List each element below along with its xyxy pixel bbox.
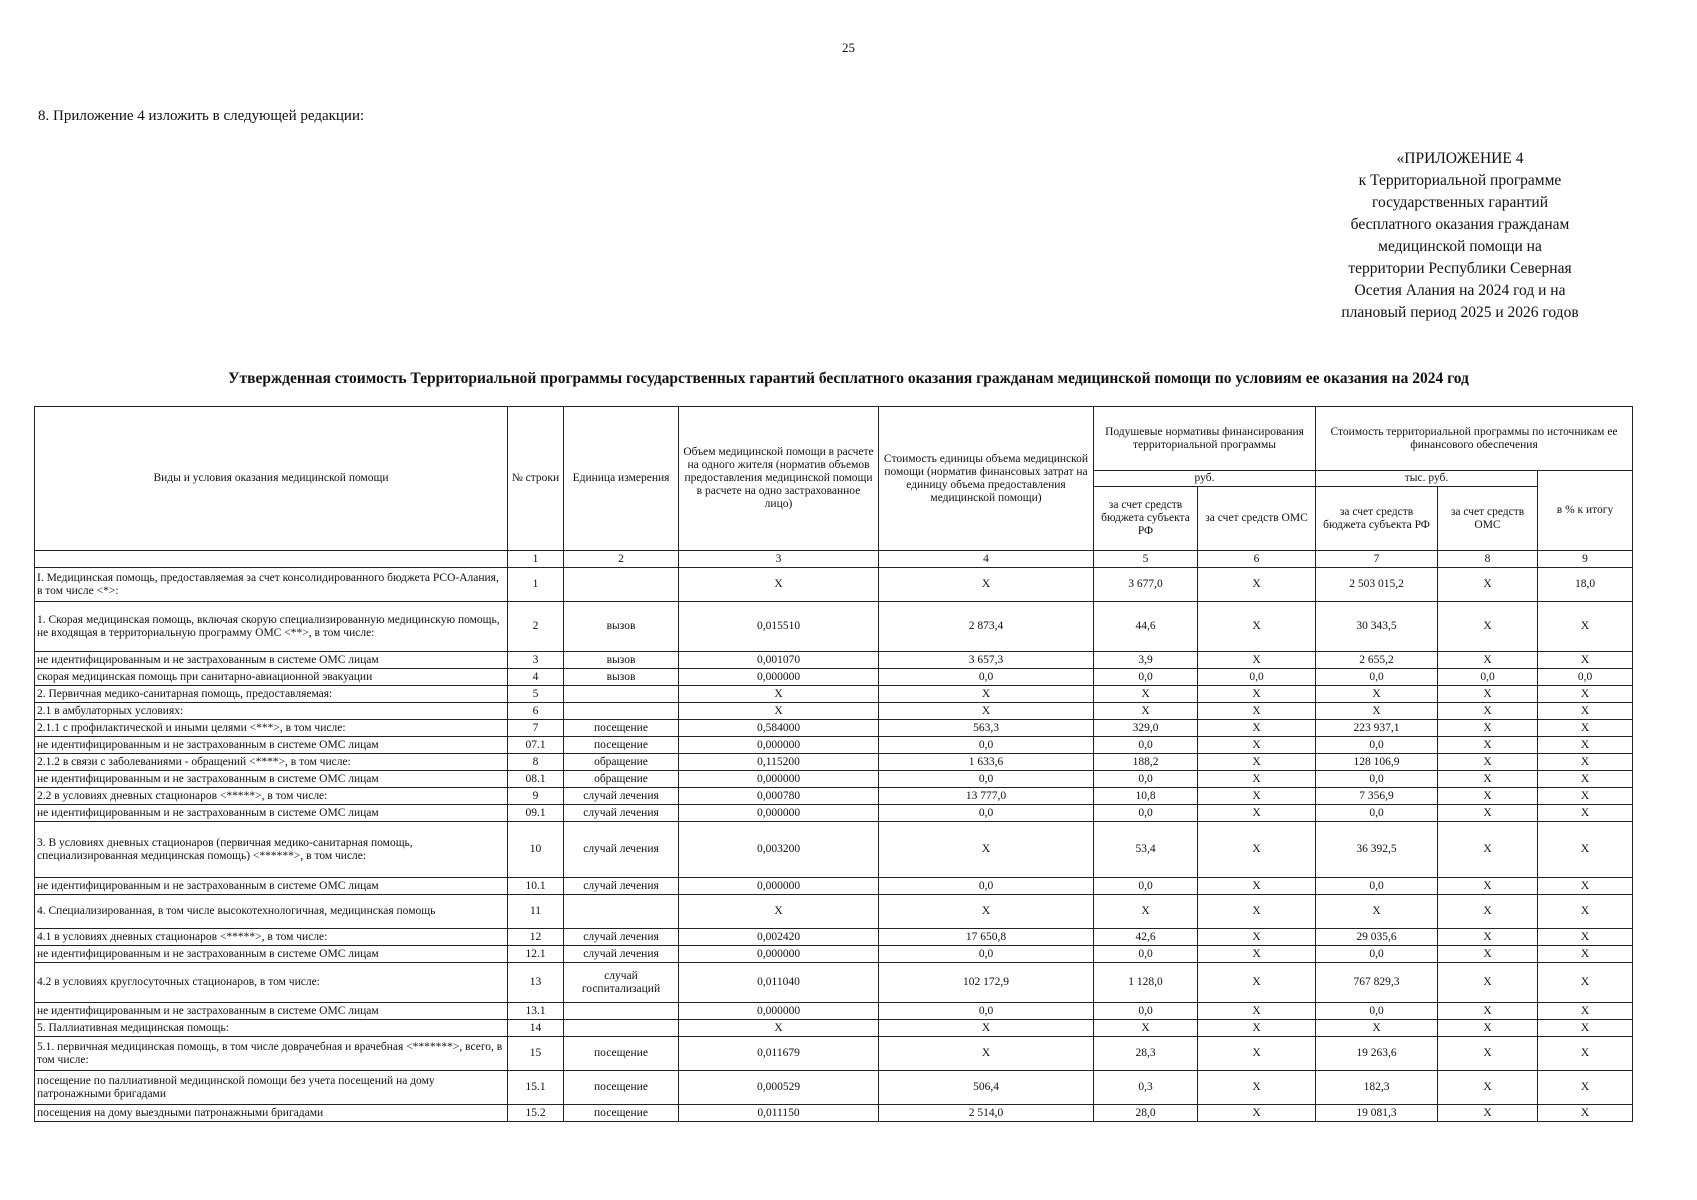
header-row-number: № строки — [508, 407, 564, 551]
row-unit-cost: 102 172,9 — [879, 963, 1094, 1003]
appendix-line: к Территориальной программе — [1358, 172, 1562, 189]
row-percent: X — [1538, 946, 1633, 963]
table-row — [35, 703, 1633, 720]
row-oms-program: X — [1438, 602, 1538, 652]
row-unit-cost: X — [879, 568, 1094, 602]
row-budget-rf: X — [1094, 895, 1198, 929]
row-name: посещения на дому выездными патронажными бригадами — [35, 1105, 508, 1122]
row-oms: X — [1198, 771, 1316, 788]
row-budget-rf: 0,0 — [1094, 771, 1198, 788]
row-unit: посещение — [564, 1037, 679, 1071]
row-unit: вызов — [564, 652, 679, 669]
appendix-line: «ПРИЛОЖЕНИЕ 4 — [1396, 150, 1524, 167]
row-volume: 0,000529 — [679, 1071, 879, 1105]
row-number: 10.1 — [508, 878, 564, 895]
table-row — [35, 1105, 1633, 1122]
page-number: 25 — [842, 40, 855, 55]
row-name: 2.2 в условиях дневных стационаров <*****>, в том числе: — [35, 788, 508, 805]
table-row — [35, 878, 1633, 895]
row-unit-cost: 0,0 — [879, 805, 1094, 822]
table-row — [35, 822, 1633, 878]
row-unit — [564, 703, 679, 720]
row-name: не идентифицированным и не застрахованным в системе ОМС лицам — [35, 771, 508, 788]
header-unit-rub: руб. — [1094, 471, 1316, 487]
intro-text: 8. Приложение 4 изложить в следующей редакции: — [38, 108, 365, 124]
row-percent: X — [1538, 1020, 1633, 1037]
column-number: 8 — [1438, 551, 1538, 568]
row-name: 2. Первичная медико-санитарная помощь, предоставляемая: — [35, 686, 508, 703]
table-row — [35, 737, 1633, 754]
row-budget-rf: 0,0 — [1094, 878, 1198, 895]
row-number: 7 — [508, 720, 564, 737]
row-percent: X — [1538, 771, 1633, 788]
table-row — [35, 602, 1633, 652]
header-program-cost: Стоимость территориальной программы по источникам ее финансового обеспечения — [1316, 407, 1633, 471]
row-name: 2.1.2 в связи с заболеваниями - обращений <****>, в том числе: — [35, 754, 508, 771]
row-oms: X — [1198, 1003, 1316, 1020]
row-unit: случай лечения — [564, 929, 679, 946]
row-unit: случай лечения — [564, 788, 679, 805]
row-oms-program: X — [1438, 946, 1538, 963]
table-row — [35, 929, 1633, 946]
row-percent: X — [1538, 686, 1633, 703]
row-budget-rf-program: 128 106,9 — [1316, 754, 1438, 771]
row-budget-rf-program: 0,0 — [1316, 805, 1438, 822]
row-oms-program: X — [1438, 822, 1538, 878]
row-unit-cost: X — [879, 895, 1094, 929]
row-percent: X — [1538, 737, 1633, 754]
row-unit: случай госпитализаций — [564, 963, 679, 1003]
row-unit-cost: X — [879, 686, 1094, 703]
table-row — [35, 568, 1633, 602]
row-unit: посещение — [564, 720, 679, 737]
row-percent: X — [1538, 822, 1633, 878]
row-number: 3 — [508, 652, 564, 669]
table-row — [35, 895, 1633, 929]
row-oms-program: X — [1438, 652, 1538, 669]
row-unit-cost: 0,0 — [879, 771, 1094, 788]
row-percent: X — [1538, 1037, 1633, 1071]
row-budget-rf-program: 0,0 — [1316, 878, 1438, 895]
appendix-line: государственных гарантий — [1372, 194, 1548, 211]
row-unit-cost: 13 777,0 — [879, 788, 1094, 805]
row-volume: 0,584000 — [679, 720, 879, 737]
row-percent: X — [1538, 878, 1633, 895]
row-name: скорая медицинская помощь при санитарно-авиационной эвакуации — [35, 669, 508, 686]
row-oms-program: X — [1438, 1020, 1538, 1037]
row-percent: X — [1538, 929, 1633, 946]
column-number-row — [35, 551, 1633, 568]
row-oms-program: X — [1438, 1071, 1538, 1105]
row-number: 15.2 — [508, 1105, 564, 1122]
column-number: 4 — [879, 551, 1094, 568]
row-volume: 0,000780 — [679, 788, 879, 805]
row-number: 2 — [508, 602, 564, 652]
row-oms: X — [1198, 737, 1316, 754]
row-unit-cost: 2 514,0 — [879, 1105, 1094, 1122]
row-number: 15.1 — [508, 1071, 564, 1105]
row-number: 1 — [508, 568, 564, 602]
row-budget-rf-program: 2 655,2 — [1316, 652, 1438, 669]
row-volume: 0,001070 — [679, 652, 879, 669]
row-unit: вызов — [564, 669, 679, 686]
row-oms: X — [1198, 788, 1316, 805]
row-volume: X — [679, 1020, 879, 1037]
row-unit-cost: 0,0 — [879, 878, 1094, 895]
row-number: 10 — [508, 822, 564, 878]
column-number: 2 — [564, 551, 679, 568]
row-unit: обращение — [564, 771, 679, 788]
row-budget-rf: 3 677,0 — [1094, 568, 1198, 602]
row-percent: X — [1538, 652, 1633, 669]
row-unit: случай лечения — [564, 878, 679, 895]
row-name: 4.2 в условиях круглосуточных стационаров, в том числе: — [35, 963, 508, 1003]
row-budget-rf-program: X — [1316, 686, 1438, 703]
table-row — [35, 720, 1633, 737]
header-budget-rf: за счет средств бюджета субъекта РФ — [1094, 487, 1198, 551]
row-unit: обращение — [564, 754, 679, 771]
table-row — [35, 669, 1633, 686]
row-oms: X — [1198, 1037, 1316, 1071]
cost-table — [34, 406, 1633, 1122]
row-budget-rf-program: 182,3 — [1316, 1071, 1438, 1105]
table-row — [35, 805, 1633, 822]
row-volume: 0,011679 — [679, 1037, 879, 1071]
row-budget-rf-program: 0,0 — [1316, 737, 1438, 754]
row-volume: 0,011040 — [679, 963, 879, 1003]
row-volume: 0,002420 — [679, 929, 879, 946]
row-budget-rf: 44,6 — [1094, 602, 1198, 652]
header-budget-rf-program: за счет средств бюджета субъекта РФ — [1316, 487, 1438, 551]
row-budget-rf-program: 223 937,1 — [1316, 720, 1438, 737]
row-budget-rf-program: 0,0 — [1316, 1003, 1438, 1020]
column-number: 3 — [679, 551, 879, 568]
row-oms: X — [1198, 895, 1316, 929]
row-unit-cost: X — [879, 1020, 1094, 1037]
row-percent: X — [1538, 703, 1633, 720]
row-name: 4. Специализированная, в том числе высокотехнологичная, медицинская помощь — [35, 895, 508, 929]
row-name: не идентифицированным и не застрахованным в системе ОМС лицам — [35, 946, 508, 963]
row-name: 4.1 в условиях дневных стационаров <*****>, в том числе: — [35, 929, 508, 946]
row-oms: X — [1198, 946, 1316, 963]
row-unit-cost: X — [879, 822, 1094, 878]
column-number: 9 — [1538, 551, 1633, 568]
row-percent: X — [1538, 895, 1633, 929]
row-budget-rf: 42,6 — [1094, 929, 1198, 946]
row-budget-rf-program: X — [1316, 1020, 1438, 1037]
table-header — [35, 407, 1633, 568]
row-budget-rf-program: 0,0 — [1316, 669, 1438, 686]
row-oms: X — [1198, 686, 1316, 703]
row-percent: X — [1538, 805, 1633, 822]
row-name: не идентифицированным и не застрахованным в системе ОМС лицам — [35, 652, 508, 669]
row-volume: 0,000000 — [679, 946, 879, 963]
column-number: 7 — [1316, 551, 1438, 568]
header-volume: Объем медицинской помощи в расчете на одного жителя (норматив объемов предоставления медицинской помощи в расчете на одно застрахованное лицо) — [679, 407, 879, 551]
row-budget-rf: 0,0 — [1094, 737, 1198, 754]
row-volume: X — [679, 686, 879, 703]
row-budget-rf: 0,0 — [1094, 946, 1198, 963]
row-budget-rf-program: X — [1316, 895, 1438, 929]
header-name: Виды и условия оказания медицинской помощи — [35, 407, 508, 551]
row-unit: посещение — [564, 1071, 679, 1105]
row-percent: X — [1538, 788, 1633, 805]
row-percent: X — [1538, 1003, 1633, 1020]
row-number: 07.1 — [508, 737, 564, 754]
header-per-capita: Подушевые нормативы финансирования территориальной программы — [1094, 407, 1316, 471]
row-number: 13 — [508, 963, 564, 1003]
table-body — [35, 568, 1633, 1122]
table-row — [35, 788, 1633, 805]
row-oms: X — [1198, 602, 1316, 652]
row-name: 2.1 в амбулаторных условиях: — [35, 703, 508, 720]
row-name: I. Медицинская помощь, предоставляемая за счет консолидированного бюджета РСО-Алания, в том числе <*>: — [35, 568, 508, 602]
row-budget-rf-program: 36 392,5 — [1316, 822, 1438, 878]
row-number: 15 — [508, 1037, 564, 1071]
row-percent: 0,0 — [1538, 669, 1633, 686]
row-volume: 0,000000 — [679, 737, 879, 754]
row-name: посещение по паллиативной медицинской помощи без учета посещений на дому патронажными бригадами — [35, 1071, 508, 1105]
row-budget-rf: 10,8 — [1094, 788, 1198, 805]
row-volume: 0,015510 — [679, 602, 879, 652]
row-budget-rf: 28,0 — [1094, 1105, 1198, 1122]
row-oms-program: X — [1438, 703, 1538, 720]
row-name: не идентифицированным и не застрахованным в системе ОМС лицам — [35, 805, 508, 822]
row-unit — [564, 1020, 679, 1037]
header-unit-thousand-rub: тыс. руб. — [1316, 471, 1538, 487]
row-volume: 0,000000 — [679, 805, 879, 822]
appendix-line: медицинской помощи на — [1378, 238, 1542, 255]
row-oms: X — [1198, 720, 1316, 737]
row-volume: X — [679, 568, 879, 602]
row-budget-rf-program: 19 263,6 — [1316, 1037, 1438, 1071]
row-name: 3. В условиях дневных стационаров (первичная медико-санитарная помощь, специализированная медицинская помощь) <******>, в том числе: — [35, 822, 508, 878]
row-budget-rf: 188,2 — [1094, 754, 1198, 771]
appendix-header — [1290, 148, 1630, 324]
row-number: 4 — [508, 669, 564, 686]
row-budget-rf: 28,3 — [1094, 1037, 1198, 1071]
row-oms-program: X — [1438, 754, 1538, 771]
row-budget-rf: 1 128,0 — [1094, 963, 1198, 1003]
table-row — [35, 686, 1633, 703]
column-number: 5 — [1094, 551, 1198, 568]
row-unit-cost: 0,0 — [879, 737, 1094, 754]
row-unit: случай лечения — [564, 946, 679, 963]
row-oms-program: 0,0 — [1438, 669, 1538, 686]
row-budget-rf-program: 30 343,5 — [1316, 602, 1438, 652]
row-budget-rf-program: 29 035,6 — [1316, 929, 1438, 946]
row-unit-cost: 0,0 — [879, 669, 1094, 686]
row-oms-program: X — [1438, 720, 1538, 737]
row-unit-cost: X — [879, 1037, 1094, 1071]
row-name: не идентифицированным и не застрахованным в системе ОМС лицам — [35, 878, 508, 895]
row-number: 12 — [508, 929, 564, 946]
row-oms-program: X — [1438, 568, 1538, 602]
row-unit-cost: 17 650,8 — [879, 929, 1094, 946]
row-budget-rf: 0,0 — [1094, 805, 1198, 822]
row-unit: посещение — [564, 1105, 679, 1122]
row-name: 5. Паллиативная медицинская помощь: — [35, 1020, 508, 1037]
table-row — [35, 946, 1633, 963]
row-name: не идентифицированным и не застрахованным в системе ОМС лицам — [35, 737, 508, 754]
row-oms-program: X — [1438, 1105, 1538, 1122]
row-oms: X — [1198, 568, 1316, 602]
row-volume: 0,000000 — [679, 1003, 879, 1020]
row-budget-rf-program: X — [1316, 703, 1438, 720]
table-row — [35, 652, 1633, 669]
row-number: 09.1 — [508, 805, 564, 822]
column-number-blank — [35, 551, 508, 568]
row-unit: вызов — [564, 602, 679, 652]
row-percent: 18,0 — [1538, 568, 1633, 602]
row-volume: 0,115200 — [679, 754, 879, 771]
row-unit-cost: X — [879, 703, 1094, 720]
row-budget-rf-program: 767 829,3 — [1316, 963, 1438, 1003]
row-budget-rf: 3,9 — [1094, 652, 1198, 669]
row-unit — [564, 686, 679, 703]
row-oms: X — [1198, 805, 1316, 822]
row-oms: X — [1198, 878, 1316, 895]
row-oms-program: X — [1438, 771, 1538, 788]
table-row — [35, 1020, 1633, 1037]
row-unit: случай лечения — [564, 822, 679, 878]
table-row — [35, 1003, 1633, 1020]
row-unit-cost: 1 633,6 — [879, 754, 1094, 771]
column-number: 1 — [508, 551, 564, 568]
row-oms: X — [1198, 929, 1316, 946]
row-budget-rf-program: 0,0 — [1316, 771, 1438, 788]
header-percent: в % к итогу — [1538, 471, 1633, 551]
header-oms-program: за счет средств ОМС — [1438, 487, 1538, 551]
row-oms-program: X — [1438, 963, 1538, 1003]
row-unit: случай лечения — [564, 805, 679, 822]
row-oms: X — [1198, 963, 1316, 1003]
row-budget-rf: 0,0 — [1094, 669, 1198, 686]
row-budget-rf-program: 0,0 — [1316, 946, 1438, 963]
row-number: 14 — [508, 1020, 564, 1037]
row-unit: посещение — [564, 737, 679, 754]
row-oms: 0,0 — [1198, 669, 1316, 686]
row-oms-program: X — [1438, 895, 1538, 929]
row-budget-rf: 53,4 — [1094, 822, 1198, 878]
row-oms-program: X — [1438, 1003, 1538, 1020]
row-oms: X — [1198, 703, 1316, 720]
row-oms: X — [1198, 652, 1316, 669]
header-unit-cost: Стоимость единицы объема медицинской помощи (норматив финансовых затрат на единицу объема предоставления медицинской помощи) — [879, 407, 1094, 551]
table-row — [35, 771, 1633, 788]
row-oms-program: X — [1438, 805, 1538, 822]
row-number: 9 — [508, 788, 564, 805]
row-budget-rf: X — [1094, 686, 1198, 703]
row-budget-rf-program: 2 503 015,2 — [1316, 568, 1438, 602]
row-budget-rf: 329,0 — [1094, 720, 1198, 737]
row-oms-program: X — [1438, 929, 1538, 946]
column-number: 6 — [1198, 551, 1316, 568]
row-number: 6 — [508, 703, 564, 720]
row-percent: X — [1538, 602, 1633, 652]
table-row — [35, 1037, 1633, 1071]
row-unit — [564, 895, 679, 929]
row-budget-rf-program: 7 356,9 — [1316, 788, 1438, 805]
row-unit-cost: 0,0 — [879, 1003, 1094, 1020]
row-percent: X — [1538, 754, 1633, 771]
row-oms-program: X — [1438, 737, 1538, 754]
row-number: 08.1 — [508, 771, 564, 788]
row-budget-rf: X — [1094, 703, 1198, 720]
row-oms-program: X — [1438, 788, 1538, 805]
row-oms-program: X — [1438, 1037, 1538, 1071]
row-budget-rf: 0,0 — [1094, 1003, 1198, 1020]
row-oms-program: X — [1438, 878, 1538, 895]
row-percent: X — [1538, 720, 1633, 737]
row-budget-rf: 0,3 — [1094, 1071, 1198, 1105]
row-unit-cost: 506,4 — [879, 1071, 1094, 1105]
row-unit-cost: 2 873,4 — [879, 602, 1094, 652]
row-number: 13.1 — [508, 1003, 564, 1020]
appendix-line: Осетия Алания на 2024 год и на — [1354, 282, 1566, 299]
table-row — [35, 963, 1633, 1003]
row-number: 11 — [508, 895, 564, 929]
row-volume: 0,000000 — [679, 771, 879, 788]
row-volume: 0,003200 — [679, 822, 879, 878]
row-name: 5.1. первичная медицинская помощь, в том числе доврачебная и врачебная <*******>, всего, в том числе: — [35, 1037, 508, 1071]
row-volume: 0,000000 — [679, 669, 879, 686]
row-percent: X — [1538, 1071, 1633, 1105]
row-volume: 0,000000 — [679, 878, 879, 895]
row-unit-cost: 0,0 — [879, 946, 1094, 963]
row-unit-cost: 3 657,3 — [879, 652, 1094, 669]
row-number: 5 — [508, 686, 564, 703]
row-name: не идентифицированным и не застрахованным в системе ОМС лицам — [35, 1003, 508, 1020]
appendix-line: плановый период 2025 и 2026 годов — [1341, 304, 1579, 321]
header-oms: за счет средств ОМС — [1198, 487, 1316, 551]
row-percent: X — [1538, 963, 1633, 1003]
row-unit — [564, 1003, 679, 1020]
table-title: Утвержденная стоимость Территориальной программы государственных гарантий бесплатного оказания гражданам медицинской помощи по условиям ее оказания на 2024 год — [228, 370, 1469, 387]
row-unit — [564, 568, 679, 602]
table-row — [35, 1071, 1633, 1105]
table-row — [35, 754, 1633, 771]
appendix-line: бесплатного оказания гражданам — [1350, 216, 1570, 233]
row-name: 1. Скорая медицинская помощь, включая скорую специализированную медицинскую помощь, не входящая в территориальную программу ОМС <**>, в том числе: — [35, 602, 508, 652]
row-oms: X — [1198, 1071, 1316, 1105]
row-oms: X — [1198, 1020, 1316, 1037]
row-number: 8 — [508, 754, 564, 771]
row-volume: 0,011150 — [679, 1105, 879, 1122]
row-budget-rf: X — [1094, 1020, 1198, 1037]
row-budget-rf-program: 19 081,3 — [1316, 1105, 1438, 1122]
appendix-line: территории Республики Северная — [1348, 260, 1572, 277]
row-volume: X — [679, 703, 879, 720]
row-oms: X — [1198, 754, 1316, 771]
row-oms-program: X — [1438, 686, 1538, 703]
row-number: 12.1 — [508, 946, 564, 963]
row-unit-cost: 563,3 — [879, 720, 1094, 737]
row-oms: X — [1198, 1105, 1316, 1122]
row-percent: X — [1538, 1105, 1633, 1122]
header-unit: Единица измерения — [564, 407, 679, 551]
row-volume: X — [679, 895, 879, 929]
row-oms: X — [1198, 822, 1316, 878]
row-name: 2.1.1 с профилактической и иными целями <***>, в том числе: — [35, 720, 508, 737]
